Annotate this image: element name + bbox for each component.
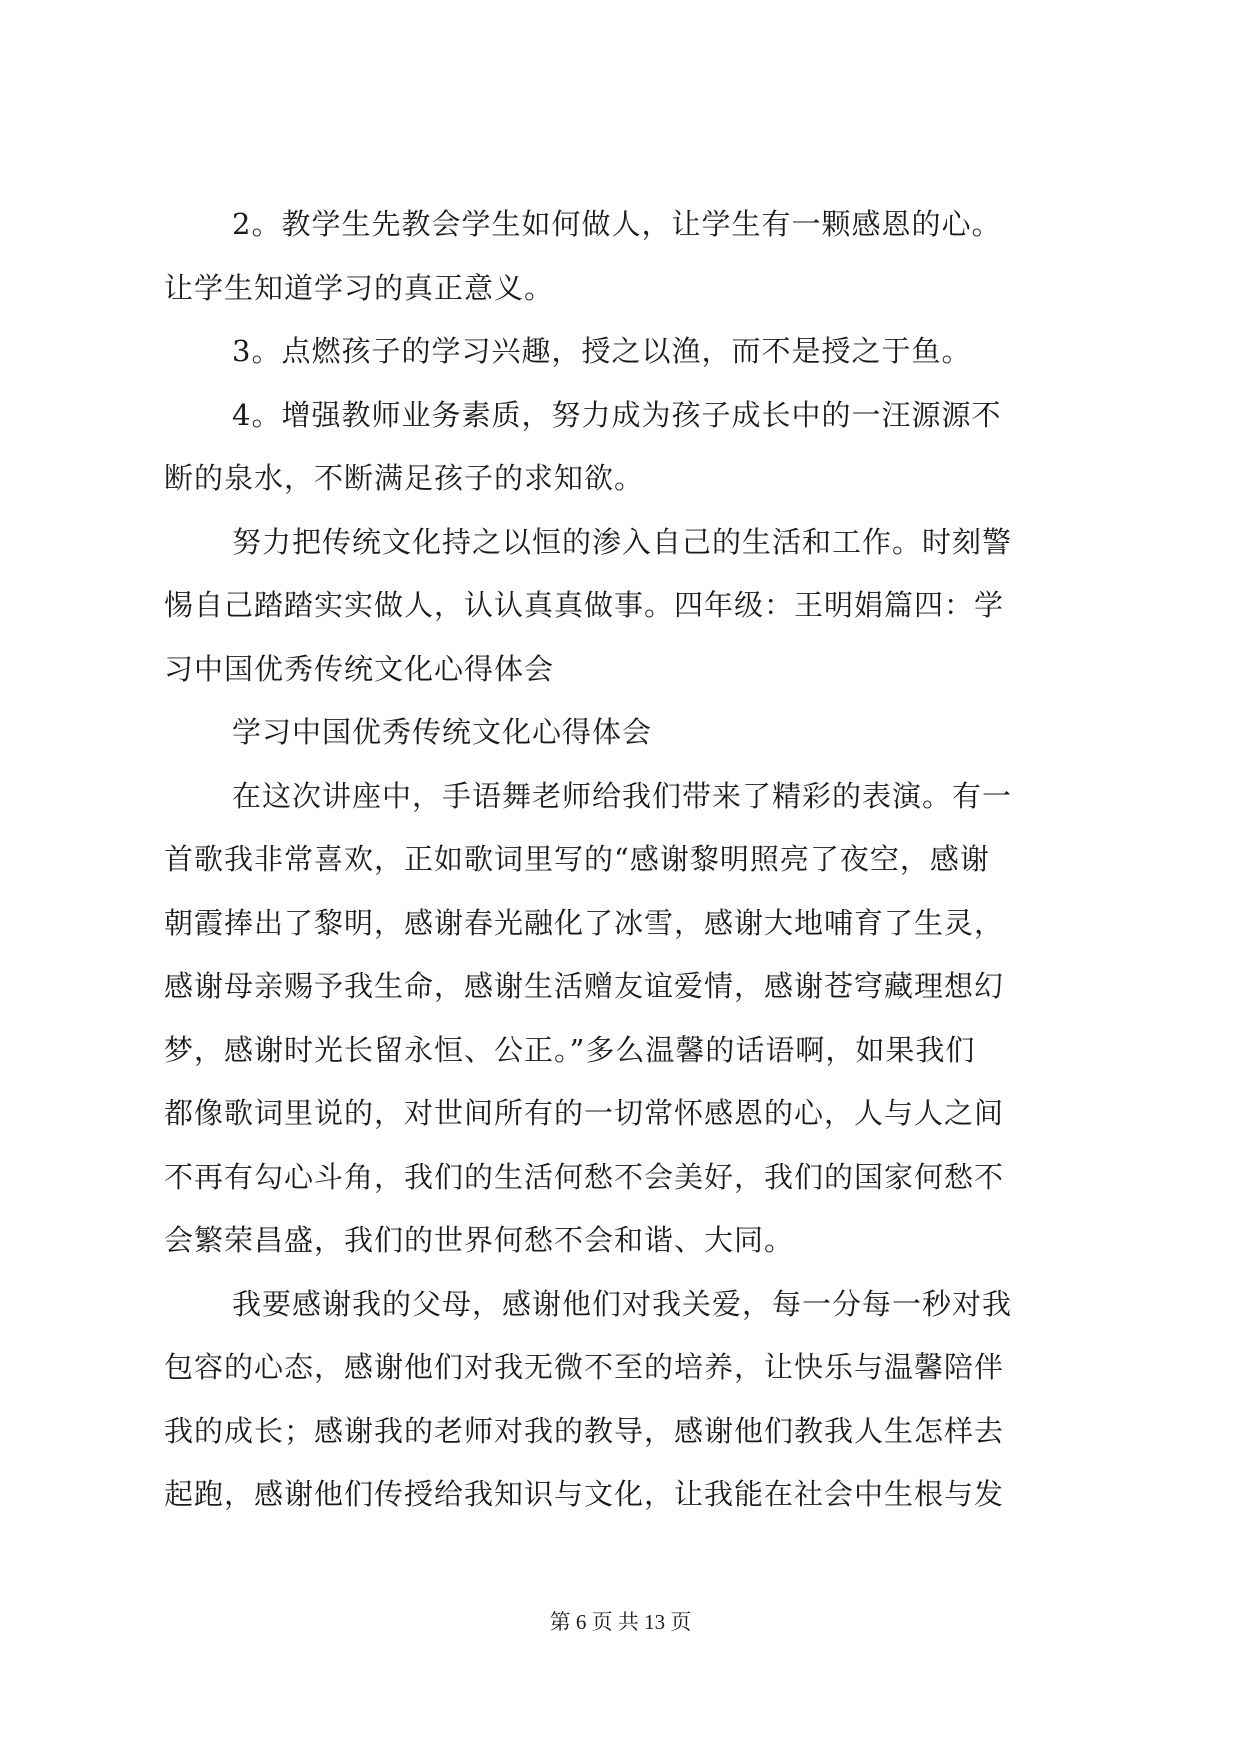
text-line: 让学生知道学习的真正意义。 [164, 270, 555, 305]
text-line: 起跑，感谢他们传授给我知识与文化，让我能在社会中生根与发 [164, 1477, 1005, 1511]
text-line: 惕自己踏踏实实做人，认认真真做事。四年级：王明娟篇四：学 [164, 588, 1005, 622]
text-line: 不再有勾心斗角，我们的生活何愁不会美好，我们的国家何愁不 [164, 1159, 1005, 1194]
page-number-footer: 第 6 页 共 13 页 [549, 1610, 692, 1634]
text-line: 努力把传统文化持之以恒的渗入自己的生活和工作。时刻警 [232, 524, 1013, 559]
text-line: 都像歌词里说的，对世间所有的一切常怀感恩的心，人与人之间 [164, 1096, 1005, 1130]
text-line: 包容的心态，感谢他们对我无微不至的培养，让快乐与温馨陪伴 [164, 1350, 1005, 1384]
text-line: 在这次讲座中，手语舞老师给我们带来了精彩的表演。有一 [232, 778, 1013, 813]
section-heading: 学习中国优秀传统文化心得体会 [232, 715, 653, 749]
text-line: 梦，感谢时光长留永恒、公正。”多么温馨的话语啊，如果我们 [164, 1032, 976, 1067]
text-line: 我的成长；感谢我的老师对我的教导，感谢他们教我人生怎样去 [164, 1413, 1005, 1448]
text-line: 朝霞捧出了黎明，感谢春光融化了冰雪，感谢大地哺育了生灵， [164, 905, 1005, 940]
text-line: 4。增强教师业务素质，努力成为孩子成长中的一汪源源不 [232, 397, 1002, 432]
text-line: 2。教学生先教会学生如何做人，让学生有一颗感恩的心。 [232, 207, 1002, 241]
document-body [164, 193, 1082, 1527]
text-line: 会繁荣昌盛，我们的世界何愁不会和谐、大同。 [164, 1223, 795, 1257]
text-line: 3。点燃孩子的学习兴趣，授之以渔，而不是授之于鱼。 [232, 334, 972, 368]
text-line: 我要感谢我的父母，感谢他们对我关爱，每一分每一秒对我 [232, 1286, 1013, 1321]
text-line: 首歌我非常喜欢，正如歌词里写的“感谢黎明照亮了夜空，感谢 [164, 842, 990, 876]
text-line: 习中国优秀传统文化心得体会 [164, 651, 555, 686]
text-line: 断的泉水，不断满足孩子的求知欲。 [164, 461, 645, 495]
text-line: 感谢母亲赐予我生命，感谢生活赠友谊爱情，感谢苍穹藏理想幻 [164, 969, 1005, 1003]
